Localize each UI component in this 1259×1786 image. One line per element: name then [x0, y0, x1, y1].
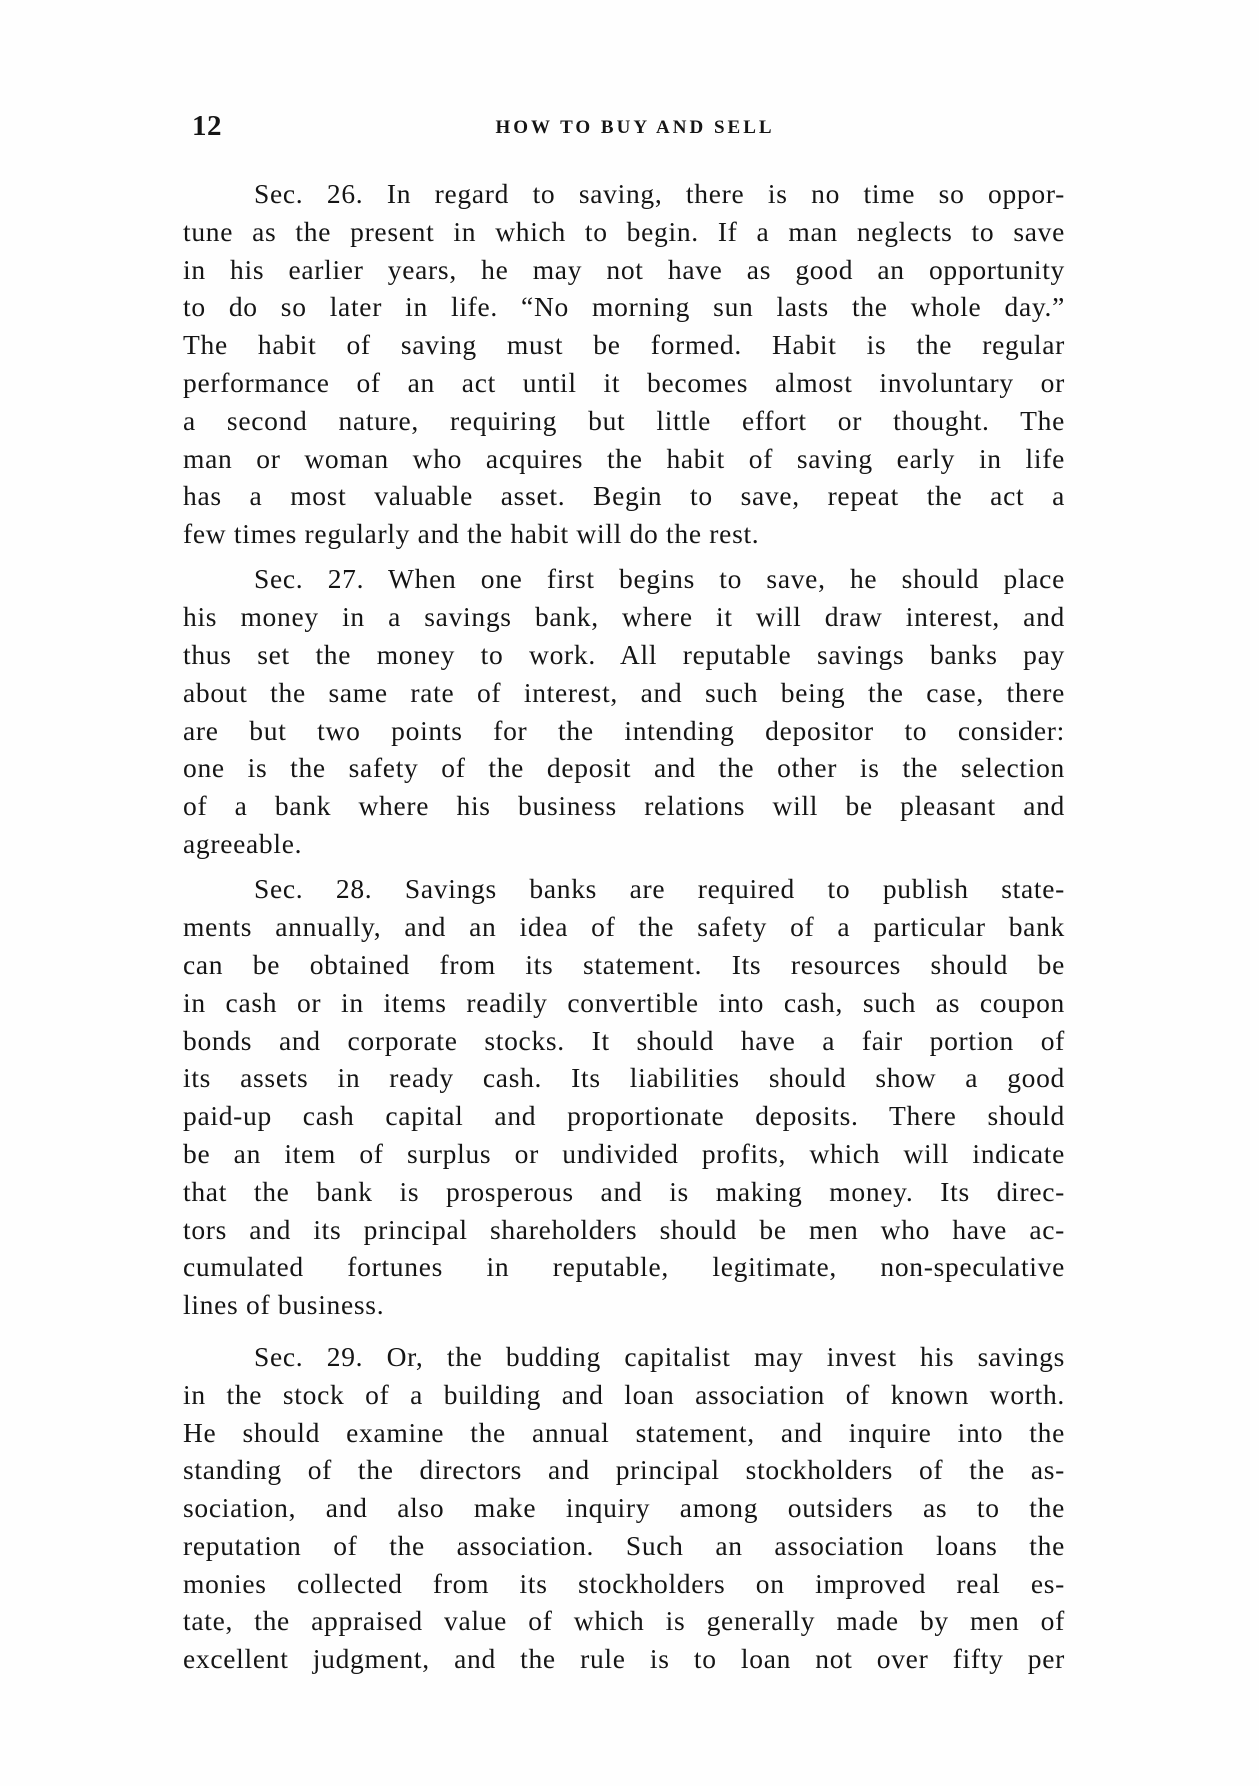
text-line: man or woman who acquires the habit of saving early in life	[183, 442, 1065, 474]
text-line: The habit of saving must be formed. Habit is the regular	[183, 329, 1065, 361]
text-line: standing of the directors and principal stockholders of the as-	[183, 1454, 1065, 1486]
text-line: paid-up cash capital and proportionate deposits. There should	[183, 1100, 1065, 1132]
text-line: that the bank is prosperous and is making money. Its direc-	[183, 1175, 1065, 1207]
text-line: few times regularly and the habit will do the rest.	[183, 518, 760, 550]
text-line: bonds and corporate stocks. It should have a fair portion of	[183, 1024, 1065, 1056]
text-line: of a bank where his business relations will be pleasant and	[183, 790, 1065, 822]
text-line: one is the safety of the deposit and the other is the selection	[183, 752, 1065, 784]
text-line: lines of business.	[183, 1289, 385, 1321]
text-line: his money in a savings bank, where it will draw interest, and	[183, 601, 1065, 633]
text-line: agreeable.	[183, 828, 303, 860]
text-line: in cash or in items readily convertible into cash, such as coupon	[183, 986, 1065, 1018]
text-line: Sec. 27. When one first begins to save, he should place	[254, 563, 1065, 595]
text-line: sociation, and also make inquiry among outsiders as to the	[183, 1492, 1065, 1524]
text-line: excellent judgment, and the rule is to loan not over fifty per	[183, 1643, 1065, 1675]
text-line: are but two points for the intending depositor to consider:	[183, 714, 1065, 746]
text-line: has a most valuable asset. Begin to save, repeat the act a	[183, 480, 1065, 512]
text-line: can be obtained from its statement. Its resources should be	[183, 948, 1065, 980]
body-text	[183, 175, 1065, 1686]
section-27-paragraph	[183, 560, 1065, 862]
section-26-paragraph	[183, 175, 1065, 553]
text-line: He should examine the annual statement, and inquire into the	[183, 1416, 1065, 1448]
text-line: be an item of surplus or undivided profits, which will indicate	[183, 1137, 1065, 1169]
text-line: about the same rate of interest, and such being the case, there	[183, 676, 1065, 708]
running-title: HOW TO BUY AND SELL	[495, 117, 775, 138]
text-line: a second nature, requiring but little effort or thought. The	[183, 404, 1065, 436]
text-line: reputation of the association. Such an association loans the	[183, 1529, 1065, 1561]
text-line: in the stock of a building and loan association of known worth.	[183, 1378, 1065, 1410]
text-line: tune as the present in which to begin. If a man neglects to save	[183, 215, 1065, 247]
text-line: monies collected from its stockholders on improved real es-	[183, 1567, 1065, 1599]
running-head	[183, 111, 1065, 141]
page-number: 12	[192, 110, 222, 142]
text-line: in his earlier years, he may not have as good an opportunity	[183, 253, 1065, 285]
section-28-paragraph	[183, 870, 1065, 1324]
text-line: ments annually, and an idea of the safety of a particular bank	[183, 911, 1065, 943]
text-line: thus set the money to work. All reputable savings banks pay	[183, 639, 1065, 671]
section-29-paragraph	[183, 1338, 1065, 1678]
text-line: to do so later in life. “No morning sun lasts the whole day.”	[183, 291, 1065, 323]
text-line: performance of an act until it becomes almost involuntary or	[183, 366, 1065, 398]
text-line: Sec. 29. Or, the budding capitalist may invest his savings	[254, 1340, 1065, 1372]
text-line: cumulated fortunes in reputable, legitimate, non-speculative	[183, 1251, 1065, 1283]
text-line: tate, the appraised value of which is generally made by men of	[183, 1605, 1065, 1637]
text-line: its assets in ready cash. Its liabilities should show a good	[183, 1062, 1065, 1094]
text-line: Sec. 26. In regard to saving, there is no time so oppor-	[254, 178, 1065, 209]
text-line: Sec. 28. Savings banks are required to publish state-	[254, 873, 1065, 905]
text-line: tors and its principal shareholders should be men who have ac-	[183, 1213, 1065, 1245]
